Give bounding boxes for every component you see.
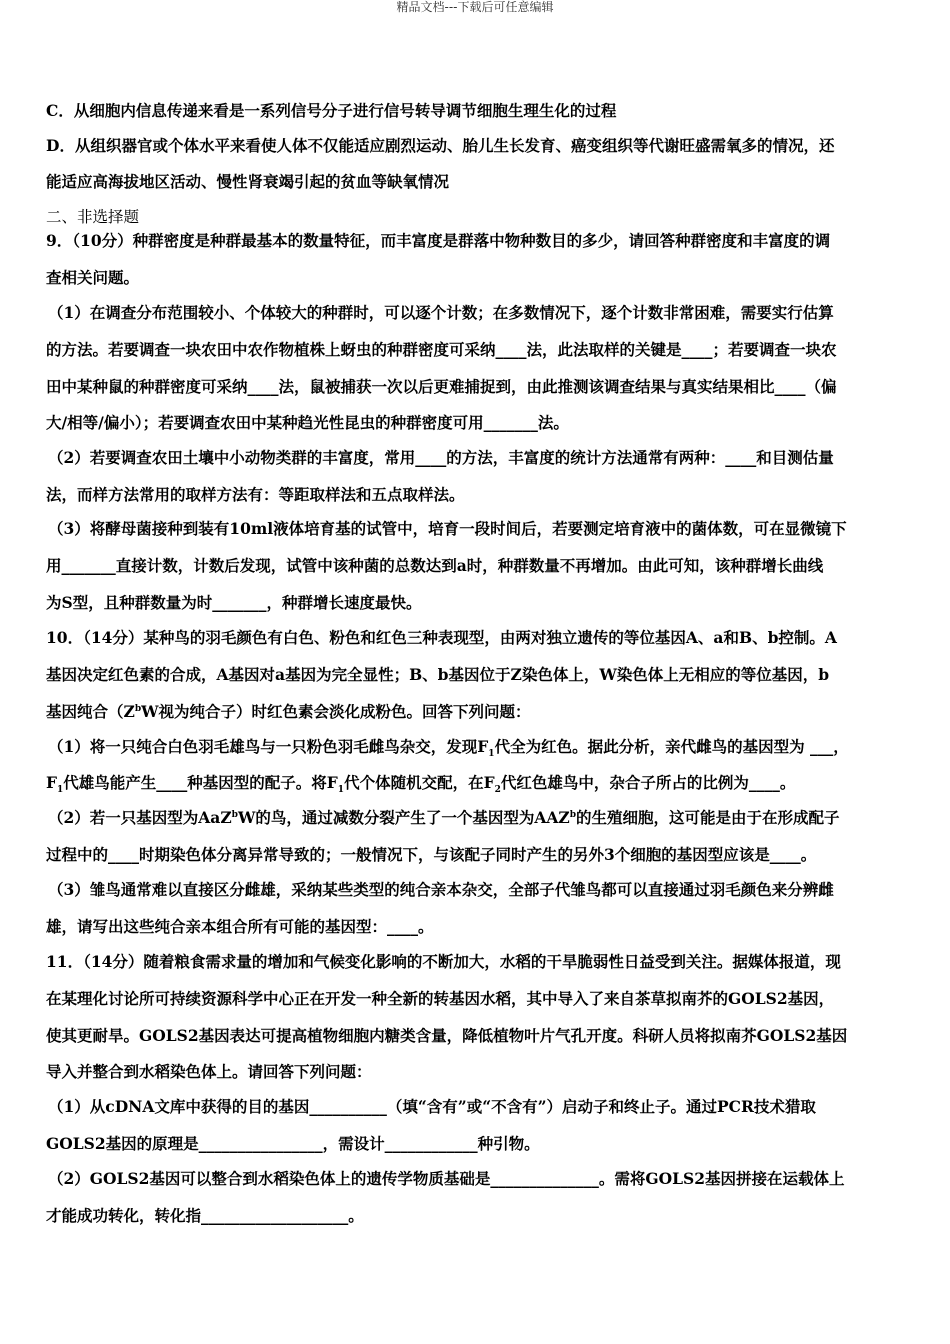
q11-stem-line1: 11．（14分）随着粮食需求量的增加和气候变化影响的不断加大，水稻的干旱脆弱性日益受到关注。据媒体报道，现 <box>46 952 841 971</box>
q10-part3-line2: 雄，请写出这些纯合亲本组合所有可能的基因型：____。 <box>46 917 434 936</box>
q10-part2-line1: （2）若一只基因型为AaZ$^b$W的鸟，通过减数分裂产生了一个基因型为AAZ$^b$的生殖细胞，这可能是由于在形成配子 <box>48 808 840 827</box>
q11-stem-line2: 在某理化讨论所可持续资源科学中心正在开发一种全新的转基因水稻，其中导入了来自茶草拟南芥的GOLS2基因， <box>46 989 835 1008</box>
section-heading: 二、非选择题 <box>46 208 140 226</box>
q9-part1-line2: 的方法。若要调查一块农田中农作物植株上蚜虫的种群密度可采纳____法，此法取样的关键是____；若要调查一块农 <box>46 340 837 359</box>
q10-part2-line2: 过程中的____时期染色体分离异常导致的；一般情况下，与该配子同时产生的另外3个细胞的基因型应该是____。 <box>46 845 817 864</box>
q9-part1-line3: 田中某种鼠的种群密度可采纳____法，鼠被捕获一次以后更难捕捉到，由此推测该调查结果与真实结果相比____（偏 <box>46 377 837 396</box>
q10-part3-line1: （3）雏鸟通常难以直接区分雌雄，采纳某些类型的纯合亲本杂交，全部子代雏鸟都可以直接通过羽毛颜色来分辨雌 <box>48 880 834 899</box>
q10-part1-line2: $F_1$代雄鸟能产生____种基因型的配子。将$F_1$代个体随机交配，在$F_2$代红色雄鸟中，杂合子所占的比例为____。 <box>46 773 796 796</box>
q9-part2-line1: （2）若要调查农田土壤中小动物类群的丰富度，常用____的方法，丰富度的统计方法通常有两种：____和目测估量 <box>48 448 834 467</box>
q10-stem-line1: 10．（14分）某种鸟的羽毛颜色有白色、粉色和红色三种表现型，由两对独立遗传的等位基因A、a和B、b控制。A <box>46 628 837 647</box>
option-d-line2: 能适应高海拔地区活动、慢性肾衰竭引起的贫血等缺氧情况 <box>46 172 450 191</box>
q10-stem-line2: 基因决定红色素的合成，A基因对a基因为完全显性；B、b基因位于Z染色体上，W染色体上无相应的等位基因，b <box>46 665 830 684</box>
q11-part2-line2: 才能成功转化，转化指___________________。 <box>46 1206 364 1225</box>
option-c: C．从细胞内信息传递来看是一系列信号分子进行信号转导调节细胞生理生化的过程 <box>46 101 617 120</box>
q11-stem-line3: 使其更耐旱。GOLS2基因表达可提高植物细胞内糖类含量，降低植物叶片气孔开度。科研人员将拟南芥GOLS2基因 <box>46 1026 848 1045</box>
q11-part1-line1: （1）从cDNA文库中获得的目的基因__________（填“含有”或“不含有”）启动子和终止子。通过PCR技术猎取 <box>48 1097 816 1116</box>
q11-part2-line1: （2）GOLS2基因可以整合到水稻染色体上的遗传学物质基础是______________。需将GOLS2基因拼接在运载体上 <box>48 1169 845 1188</box>
q9-part3-line1: （3）将酵母菌接种到装有10ml液体培育基的试管中，培育一段时间后，若要测定培育液中的菌体数，可在显微镜下 <box>48 519 847 538</box>
q11-part1-line2: GOLS2基因的原理是________________，需设计____________种引物。 <box>46 1134 540 1153</box>
q9-part3-line3: 为S型，且种群数量为时_______，种群增长速度最快。 <box>46 593 422 612</box>
q10-stem-line3: 基因纯合（$Z^bW$视为纯合子）时红色素会淡化成粉色。回答下列问题： <box>46 702 531 721</box>
q9-part1-line1: （1）在调查分布范围较小、个体较大的种群时，可以逐个计数；在多数情况下，逐个计数非常困难，需要实行估算 <box>48 303 834 322</box>
q9-part2-line2: 法，而样方法常用的取样方法有：等距取样法和五点取样法。 <box>46 485 465 504</box>
q9-stem-line1: 9．（10分）种群密度是种群最基本的数量特征，而丰富度是群落中物种数目的多少，请回答种群密度和丰富度的调 <box>46 231 831 250</box>
q11-stem-line4: 导入并整合到水稻染色体上。请回答下列问题： <box>46 1062 372 1081</box>
q10-part1-line1: （1）将一只纯合白色羽毛雄鸟与一只粉色羽毛雌鸟杂交，发现$F_1$代全为红色。据此分析，亲代雌鸟的基因型为 ___， <box>48 737 849 760</box>
option-d-line1: D．从组织器官或个体水平来看使人体不仅能适应剧烈运动、胎儿生长发育、癌变组织等代谢旺盛需氧多的情况，还 <box>46 136 835 155</box>
page-header: 精品文档---下载后可任意编辑 <box>396 0 554 14</box>
q9-stem-line2: 查相关问题。 <box>46 268 140 287</box>
q9-part3-line2: 用_______直接计数，计数后发现，试管中该种菌的总数达到a时，种群数量不再增加。由此可知，该种群增长曲线 <box>46 556 824 575</box>
q9-part1-line4: 大/相等/偏小）；若要调查农田中某种趋光性昆虫的种群密度可用_______法。 <box>46 413 569 432</box>
